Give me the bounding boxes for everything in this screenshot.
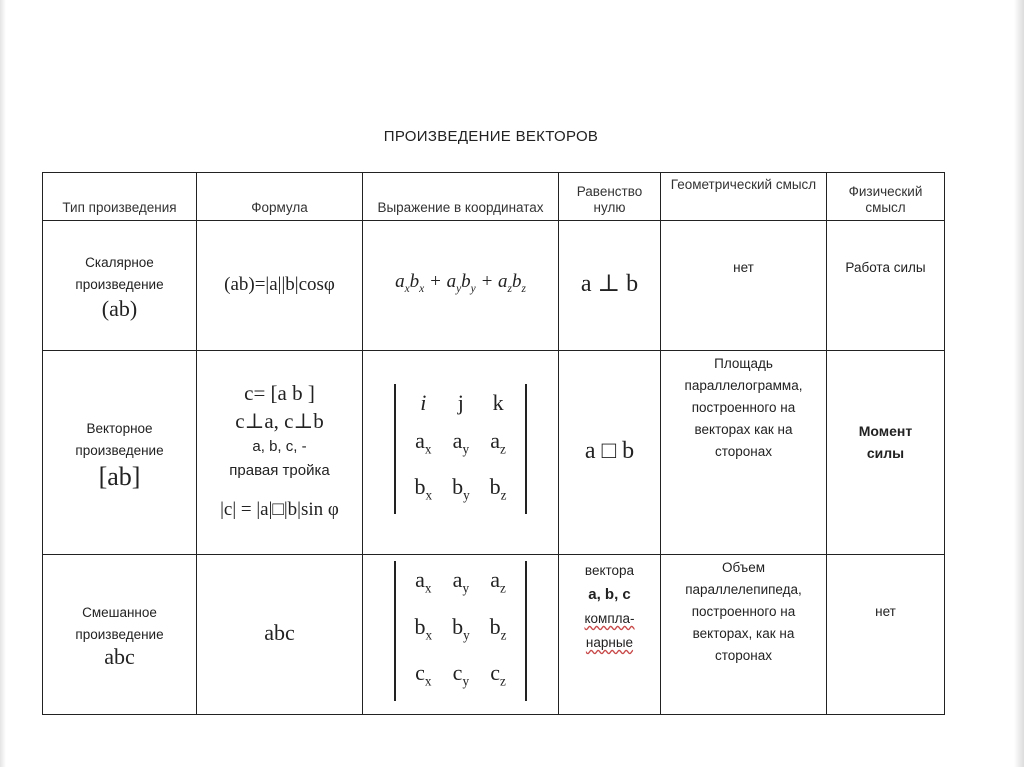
- type-symbol: (ab): [101, 295, 138, 321]
- vector-products-table: [42, 172, 945, 715]
- coplanar-line-1: вектора: [584, 563, 635, 578]
- matrix-cell: $c_z$: [490, 660, 506, 689]
- determinant-bar-right: [525, 384, 527, 515]
- cell-geometric-vector: [661, 351, 827, 555]
- determinant-bar-right: [525, 561, 527, 700]
- matrix-cell: i: [420, 389, 427, 415]
- cell-formula-scalar: [197, 221, 363, 351]
- matrix-cell: $a_x$: [415, 427, 432, 456]
- matrix-cell: $b_y$: [452, 613, 470, 643]
- header-type: Тип произведения: [43, 173, 197, 221]
- orthogonal-condition: a ⊥ b: [580, 271, 639, 297]
- coplanar-line-3: компла-: [584, 611, 635, 626]
- matrix-cell: $b_z$: [489, 474, 507, 503]
- cell-physical-scalar: [827, 221, 945, 351]
- page-edge-left: [0, 0, 6, 767]
- cell-coords-scalar: [363, 221, 559, 351]
- cell-zero-mixed: [559, 555, 661, 715]
- physical-meaning: Момент силы: [858, 422, 913, 461]
- page-edge-right: [1014, 0, 1024, 767]
- header-geometric: Геометрический смысл: [661, 173, 827, 221]
- cell-physical-mixed: [827, 555, 945, 715]
- coplanar-line-2: a, b, c: [588, 586, 631, 603]
- triple-line: a, b, c, -: [252, 437, 307, 455]
- header-formula: Формула: [197, 173, 363, 221]
- coplanar-line-4: нарные: [585, 635, 634, 650]
- coord-term: $a_yb_y$: [446, 271, 476, 295]
- matrix-cell: $a_y$: [452, 567, 470, 596]
- collinear-condition: a □ b: [584, 438, 635, 464]
- mixed-determinant: [394, 561, 526, 700]
- coord-term: $a_zb_z$: [498, 271, 526, 295]
- mixed-formula: abc: [264, 620, 295, 645]
- matrix-cell: $a_z$: [490, 427, 506, 456]
- geometric-meaning: Объем параллелепипеда, построенного на векторах, как на сторонах: [685, 560, 802, 663]
- cross-determinant: [394, 384, 526, 515]
- header-zero: Равенство нулю: [559, 173, 661, 221]
- orthogonality-line: c⊥a, c⊥b: [235, 408, 324, 433]
- matrix-cell: $b_z$: [489, 613, 507, 643]
- header-physical: Физический смысл: [827, 173, 945, 221]
- cell-type-mixed: [43, 555, 197, 715]
- cell-formula-mixed: [197, 555, 363, 715]
- type-name: Скалярное произведение: [75, 254, 164, 292]
- physical-meaning: Работа силы: [845, 260, 926, 275]
- matrix-cell: k: [492, 389, 504, 415]
- cell-geometric-scalar: [661, 221, 827, 351]
- magnitude-formula: |c| = |a|□|b|sin φ: [220, 498, 339, 520]
- matrix-cell: $b_y$: [452, 474, 470, 503]
- scalar-coordinates: $a_xb_x + a_yb_y + a_zb_z$: [395, 271, 526, 295]
- type-name: Векторное произведение: [75, 420, 164, 458]
- cell-coords-vector: [363, 351, 559, 555]
- page-title: ПРОИЗВЕДЕНИЕ ВЕКТОРОВ: [383, 128, 599, 145]
- cell-zero-scalar: [559, 221, 661, 351]
- cell-formula-vector: [197, 351, 363, 555]
- determinant-bar-left: [394, 384, 396, 515]
- matrix-cell: $a_y$: [452, 427, 470, 456]
- matrix-cell: $a_z$: [490, 567, 506, 596]
- cross-product-definition: c= [a b ]: [244, 380, 315, 405]
- type-name: Смешанное произведение: [75, 604, 164, 642]
- cell-type-vector: [43, 351, 197, 555]
- right-triple-line: правая тройка: [229, 461, 330, 479]
- matrix-cell: $b_x$: [414, 613, 433, 643]
- type-symbol: [ab]: [98, 461, 141, 491]
- cell-coords-mixed: [363, 555, 559, 715]
- geometric-meaning: Площадь параллелограмма, построенного на векторах как на сторонах: [684, 356, 803, 459]
- matrix-cell: $a_x$: [415, 567, 432, 596]
- header-coordinates: Выражение в координатах: [363, 173, 559, 221]
- cell-physical-vector: [827, 351, 945, 555]
- physical-meaning: нет: [875, 603, 896, 619]
- cell-geometric-mixed: [661, 555, 827, 715]
- matrix-cell: $c_y$: [452, 660, 470, 689]
- geometric-meaning: нет: [733, 260, 754, 275]
- matrix-cell: $b_x$: [414, 474, 433, 503]
- coord-term: $a_xb_x$: [395, 271, 425, 295]
- table-row-mixed: [43, 555, 945, 715]
- type-symbol: abc: [104, 643, 135, 669]
- table-row-scalar: [43, 221, 945, 351]
- matrix-cell: j: [457, 389, 464, 415]
- determinant-bar-left: [394, 561, 396, 700]
- table-row-vector: [43, 351, 945, 555]
- matrix-cell: $c_x$: [415, 660, 432, 689]
- scalar-formula: (ab)=|a||b|cosφ: [224, 274, 335, 295]
- cell-zero-vector: [559, 351, 661, 555]
- cell-type-scalar: [43, 221, 197, 351]
- header-row: [43, 173, 945, 221]
